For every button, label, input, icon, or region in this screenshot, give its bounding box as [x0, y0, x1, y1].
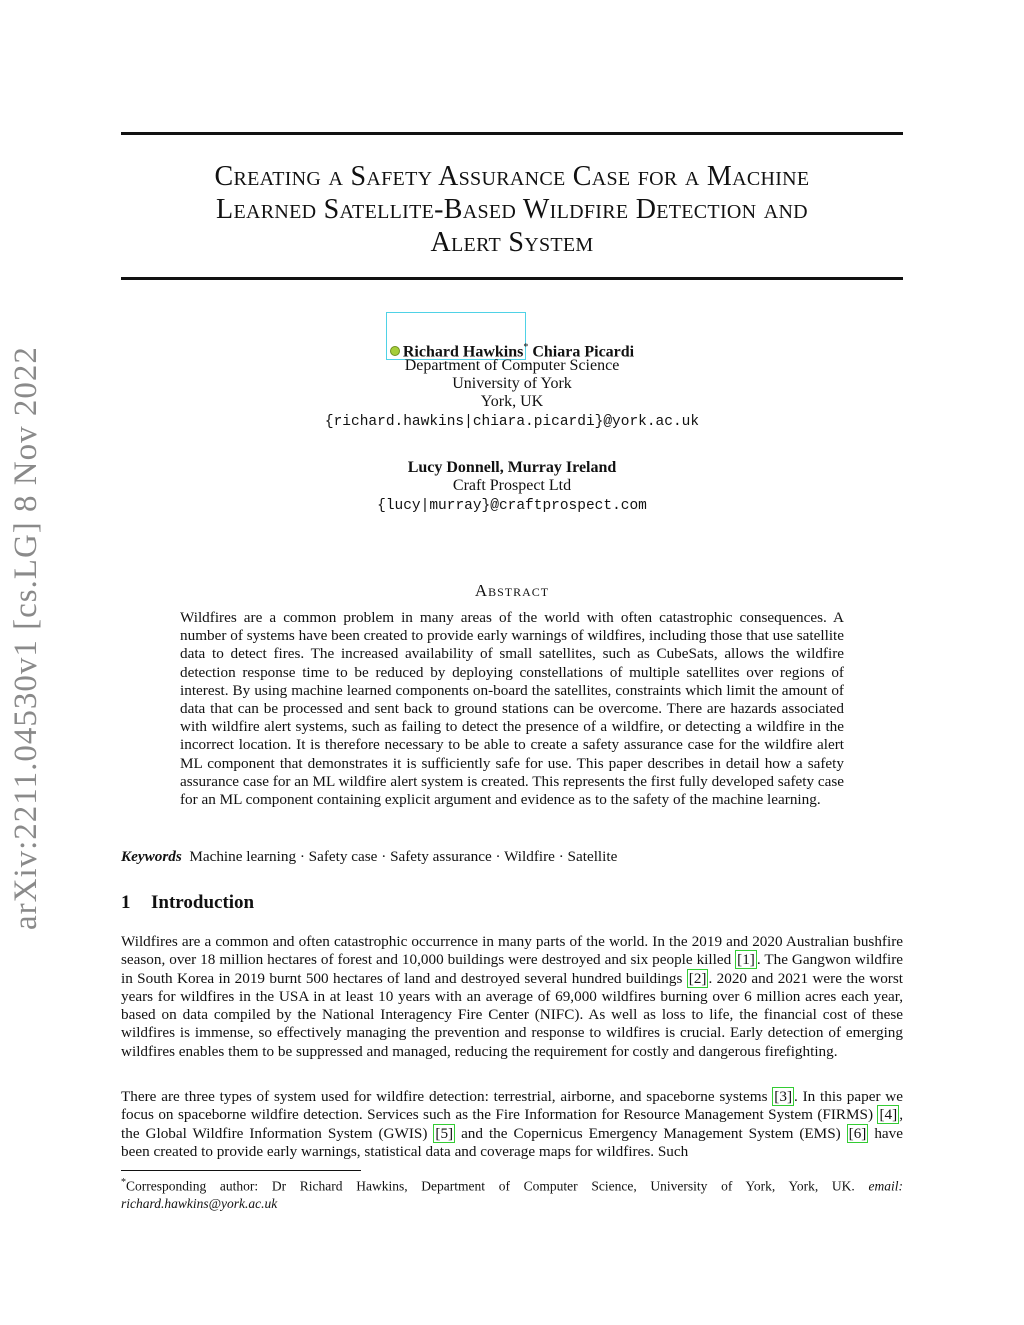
citation-2[interactable]: [2] — [688, 969, 707, 987]
title-bottom-rule — [121, 277, 903, 280]
author-emails-craft: {lucy|murray}@craftprospect.com — [377, 498, 647, 514]
section-heading-introduction — [121, 892, 254, 914]
keywords-text: Machine learning · Safety case · Safety assurance · Wildfire · Satellite — [189, 848, 618, 865]
footnote-mark: * — [121, 1177, 126, 1188]
footnote-email-label: email: — [868, 1178, 903, 1194]
affiliation-university: University of York — [452, 375, 572, 392]
title-top-rule — [121, 132, 903, 135]
keywords-label: Keywords — [121, 848, 182, 865]
intro-p2-text-e: have been created to provide early warnings, statistical data and coverage maps for wildfires. Such — [121, 1124, 904, 1160]
footnote-email: richard.hawkins@york.ac.uk — [121, 1195, 278, 1211]
keywords-line — [121, 848, 903, 866]
intro-p1-text-a: Wildfires are a common and often catastrophic occurrence in many parts of the world. In the 2019 and 2020 Australian bushfire season, over 18 million hectares of forest and 10,000 buildings were destroyed and six people killed — [121, 933, 903, 969]
intro-p2-text-d: and the Copernicus Emergency Management System (EMS) — [455, 1124, 847, 1142]
abstract-heading: Abstract — [474, 581, 550, 600]
author-richard-hawkins[interactable]: Richard Hawkins — [402, 343, 524, 361]
author-chiara-picardi: Chiara Picardi — [532, 343, 635, 361]
footnote-marker[interactable]: * — [523, 342, 529, 353]
intro-p1-text-b: . The Gangwon wildfire in South Korea in 2019 burnt 500 hectares of land and destroyed several hundred buildings — [121, 951, 903, 987]
intro-p2-text-a: There are three types of system used for wildfire detection: terrestrial, airborne, and spaceborne systems — [121, 1088, 773, 1105]
arxiv-identifier-stamp: arXiv:2211.04530v1 [cs.LG] 8 Nov 2022 — [8, 346, 44, 930]
footnote — [121, 1174, 903, 1212]
intro-p1-text-c: . 2020 and 2021 were the worst years for wildfires in the USA in at least 10 years with an average of 69,000 wildfires burning over 6 million acres each year, based on data compiled by the National Interagency Fire Center (NIFC). As well as loss to life, the financial cost of these wildfires is immense, so effectively managing the prevention and response to wildfires is crucial. Early detection of emerging wildfires enables them to be suppressed and managed, reducing the requirement for costly and dangerous firefighting. — [121, 969, 903, 1060]
citation-4[interactable]: [4] — [879, 1106, 898, 1124]
section-number: 1 — [121, 892, 131, 913]
intro-p2-text-c: , the Global Wildfire Information System (GWIS) — [121, 1106, 903, 1142]
intro-paragraph-2 — [121, 1088, 903, 1161]
section-title: Introduction — [151, 892, 255, 913]
citation-1[interactable]: [1] — [737, 951, 755, 969]
title-line-1: Creating a Safety Assurance Case for a Machine — [214, 161, 810, 192]
citation-6[interactable]: [6] — [848, 1124, 867, 1142]
footnote-text: Corresponding author: Dr Richard Hawkins, Department of Computer Science, University of York, York, UK. — [126, 1178, 869, 1194]
affiliation-craft: Craft Prospect Ltd — [452, 477, 572, 494]
affiliation-city: York, UK — [480, 393, 544, 410]
title-line-3: Alert System — [430, 227, 594, 258]
footnote-rule — [121, 1170, 361, 1171]
citation-3[interactable]: [3] — [774, 1088, 793, 1105]
affiliation-dept: Department of Computer Science — [404, 357, 620, 374]
author-names-craft: Lucy Donnell, Murray Ireland — [407, 459, 617, 476]
orcid-icon[interactable] — [390, 346, 400, 356]
author-emails-york: {richard.hawkins|chiara.picardi}@york.ac.uk — [324, 414, 700, 430]
paper-title — [121, 160, 903, 259]
citation-5[interactable]: [5] — [435, 1124, 454, 1142]
title-line-2: Learned Satellite-Based Wildfire Detection and — [216, 194, 808, 225]
intro-paragraph-1 — [121, 933, 903, 1061]
abstract-text: Wildfires are a common problem in many areas of the world with often catastrophic consequences. A number of systems have been created to provide early warnings of wildfires, including those that use satellite data to detect fires. The increased availability of small satellites, such as CubeSats, allows the wildfire detection response time to be reduced by deploying constellations of multiple satellites over regions of interest. By using machine learned components on-board the satellites, constraints which limit the amount of data that can be processed and sent back to ground stations can be overcome. There are hazards associated with wildfire alert systems, such as failing to detect the presence of a wildfire, or detecting a wildfire in the incorrect location. It is therefore necessary to be able to create a safety assurance case for the wildfire alert ML component that demonstrates it is sufficiently safe for use. This paper describes in detail how a safety assurance case for an ML wildfire alert system is created. This represents the first fully developed safety case for an ML component containing explicit argument and evidence as to the safety of the machine learning. — [180, 609, 844, 809]
intro-p2-text-b: . In this paper we focus on spaceborne wildfire detection. Services such as the Fire Information for Resource Management System (FIRMS) — [121, 1088, 904, 1124]
